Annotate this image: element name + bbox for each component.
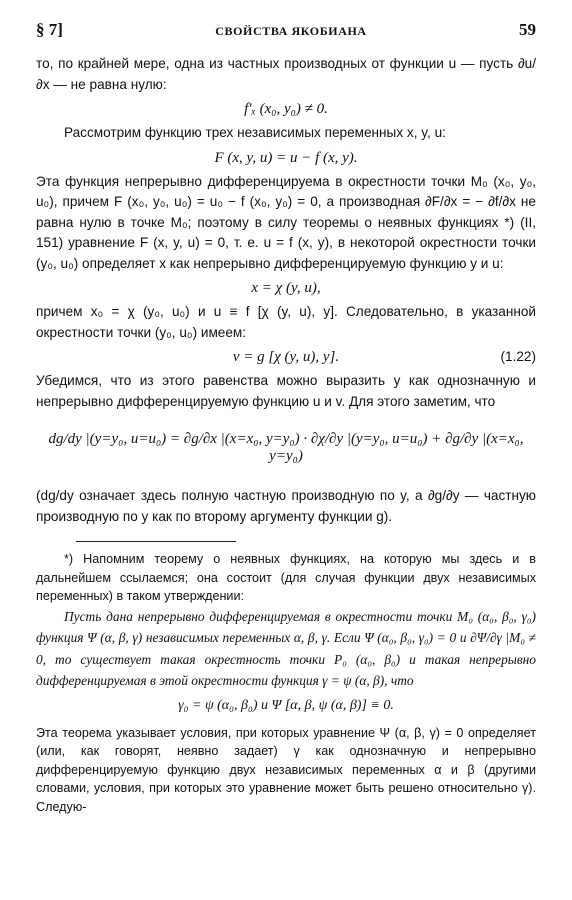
formula-1-22 [36,346,536,368]
formula-derivative-nonzero: f′ₓ (x₀, y₀) ≠ 0. [244,101,328,117]
page-header [36,20,536,40]
footnote-intro: *) Напомним теорему о неявных функциях, на которую мы здесь и в дальнейшем ссылаемся; она состоит (для случая функции двух независимых переменных) в таком утверждении: [36,552,536,603]
footnote-conclusion: Эта теорема указывает условия, при которых уравнение Ψ (α, β, γ) = 0 определяет (или, как говорят, неявно задает) γ как однозначную и непрерывно дифференцируемую функцию двух независимых переменных α и β (другими словами, условия, при которых это уравнение может быть решено относительно γ). Следую- [36,725,536,814]
formula-x-chi: x = χ (y, u), [251,280,321,296]
footnote-divider [76,541,236,542]
formula-F-definition: F (x, y, u) = u − f (x, y). [214,149,358,166]
formula-1-22-body: v = g [χ (y, u), y]. [232,349,340,365]
paragraph-4: причем x₀ = χ (y₀, u₀) и u ≡ f [χ (y, u), y]. Следовательно, в указанной окрестности точки (y₀, u₀) имеем: [36,304,536,340]
paragraph-2: Рассмотрим функцию трех независимых переменных x, y, u: [64,125,446,140]
running-title: СВОЙСТВА ЯКОБИАНА [215,24,367,38]
equation-number: (1.22) [500,349,536,364]
page-number: 59 [518,20,536,39]
section-number: § 7] [36,20,63,39]
paragraph-5: Убедимся, что из этого равенства можно выразить y как однозначную и непрерывно дифференцируемую функцию u и v. Для этого заметим, что [36,373,536,409]
paragraph-1: то, по крайней мере, одна из частных производных от функции u — пусть ∂u/∂x — не равна нулю: [36,56,536,92]
footnote-theorem: Пусть дана непрерывно дифференцируемая в окрестности точки M₀ (α₀, β₀, γ₀) функция Ψ (α, β, γ) независимых переменных α, β, γ. Если Ψ (α₀, β₀, γ₀) = 0 и ∂Ψ/∂γ |M₀ ≠ 0, то существует такая окрестность точки P₀ (α₀, β₀) и такая непрерывно дифференцируемая в этой окрестности функция γ = ψ (α, β), что [36,608,536,688]
book-page [36,20,536,816]
paragraph-6: (dg/dy означает здесь полную частную производную по y, а ∂g/∂y — частную производную по y как по второму аргументу функции g). [36,488,536,524]
paragraph-3: Эта функция непрерывно дифференцируема в окрестности точки M₀ (x₀, y₀, u₀), причем F (x₀, y₀, u₀) = u₀ − f (x₀, y₀) = 0, а производная ∂F/∂x = − ∂f/∂x не равна нулю в точке M₀; поэтому в силу теоремы о неявных функциях *) (II, 151) уравнение F (x, y, u) = 0, т. е. u = f (x, y), в некоторой окрестности точки (y₀, u₀) определяет x как непрерывно дифференцируемую функцию y и u: [36,173,536,271]
footnote-formula: γ₀ = ψ (α₀, β₀) и Ψ [α, β, ψ (α, β)] ≡ 0. [178,697,394,713]
formula-total-derivative: dg/dy |(y=y₀, u=u₀) = ∂g/∂x |(x=x₀, y=y₀) · ∂χ/∂y |(y=y₀, u=u₀) + ∂g/∂y |(x=x₀, y=y₀) [48,431,524,464]
